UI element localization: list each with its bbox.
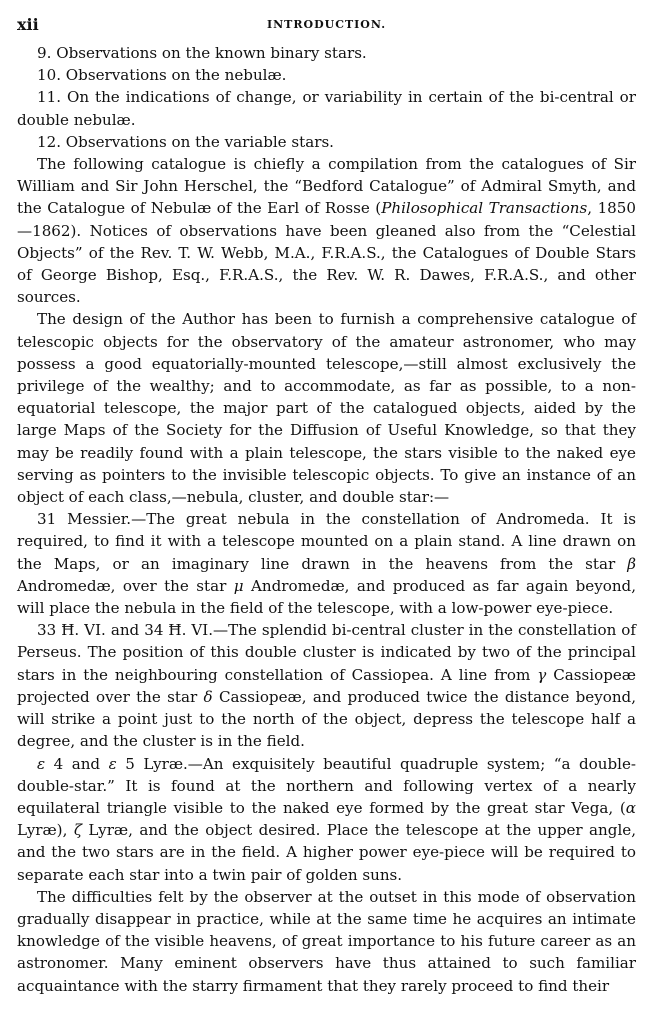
paragraph-design: The design of the Author has been to furnish a comprehensive catalogue of telescopic objects for the observatory of the amateur astronomer, who may possess a good equatorially-mounted telescope,—still almost exclusively the privilege of the wealthy; and to accommodate, as far as possible, to a non-equatorial telescope, the major part of the catalogued objects, aided by the large Maps of the Society for the Diffusion of Useful Knowledge, so that they may be readily found with a plain telescope, the stars visible to the naked eye serving as pointers to the invisible telescopic objects. To give an instance of an object of each class,—nebula, cluster, and double star:— [17, 310, 636, 507]
paragraph-messier-31: 31 Messier.—The great nebula in the constellation of Andromeda. It is required, to find it with a telescope mounted on a plain stand. A line drawn on the Maps, or an imaginary line drawn in the heavens from the star β Andromedæ, over the star μ Andromedæ, and produced as far again beyond, will place the nebula in the field of the telescope, with a low-power eye-piece. [17, 510, 636, 618]
paragraph-epsilon-lyrae: ε 4 and ε 5 Lyræ.—An exquisitely beautiful quadruple system; “a double-double-star.” It is found at the northern and following vertex of a nearly equilateral triangle visible to the naked eye formed by the great star Vega, (α Lyræ), ζ Lyræ, and the object desired. Place the telescope at the upper angle, and the two stars are in the field. A higher power eye-piece will be required to separate each star into a twin pair of golden suns. [17, 754, 637, 884]
greek-beta: β [627, 554, 636, 573]
greek-mu: μ [233, 576, 244, 595]
greek-epsilon: ε [108, 754, 117, 773]
page-number: xii [17, 15, 39, 34]
greek-epsilon: ε [37, 754, 46, 773]
paragraph-sources: The following catalogue is chiefly a compilation from the catalogues of Sir William and Sir John Herschel, the “Bedford Catalogue” of Admiral Smyth, and the Catalogue of Nebulæ of the Earl of Rosse (Philosophical Transactions, 1850—1862). Notices of observations have been gleaned also from the “Celestial Objects” of the Rev. T. W. Webb, M.A., F.R.A.S., the Catalogues of Double Stars of George Bishop, Esq., F.R.A.S., the Rev. W. R. Dawes, F.R.A.S., and other sources. [17, 155, 636, 307]
list-item-12: 12. Observations on the variable stars. [37, 132, 334, 151]
greek-alpha: α [625, 798, 636, 817]
page-header [17, 14, 636, 42]
body-text [17, 42, 636, 997]
paragraph-perseus-cluster: 33 Ħ. VI. and 34 Ħ. VI.—The splendid bi-central cluster in the constellation of Perseus. The position of this double cluster is indicated by two of the principal stars in the neighbouring constellation of Cassiopea. A line from γ Cassiopeæ projected over the star δ Cassiopeæ, and produced twice the distance beyond, will strike a point just to the north of the object, depress the telescope half a degree, and the cluster is in the field. [17, 621, 637, 751]
paragraph-difficulties: The difficulties felt by the observer at the outset in this mode of observation gradually disappear in practice, while at the same time he acquires an intimate knowledge of the visible heavens, of great importance to his future career as an astronomer. Many eminent observers have thus attained to such familiar acquaintance with the starry firmament that they rarely proceed to find their [17, 887, 636, 995]
greek-gamma: γ [537, 665, 547, 684]
running-head: INTRODUCTION. [266, 18, 387, 31]
greek-delta: δ [203, 687, 213, 706]
italic-title: Philosophical Transactions [381, 199, 588, 218]
greek-zeta: ζ [73, 821, 82, 840]
list-item-11: 11. On the indications of change, or variability in certain of the bi-central or double nebulæ. [17, 88, 636, 129]
list-item-9: 9. Observations on the known binary stars. [37, 44, 367, 62]
list-item-10: 10. Observations on the nebulæ. [37, 66, 287, 85]
